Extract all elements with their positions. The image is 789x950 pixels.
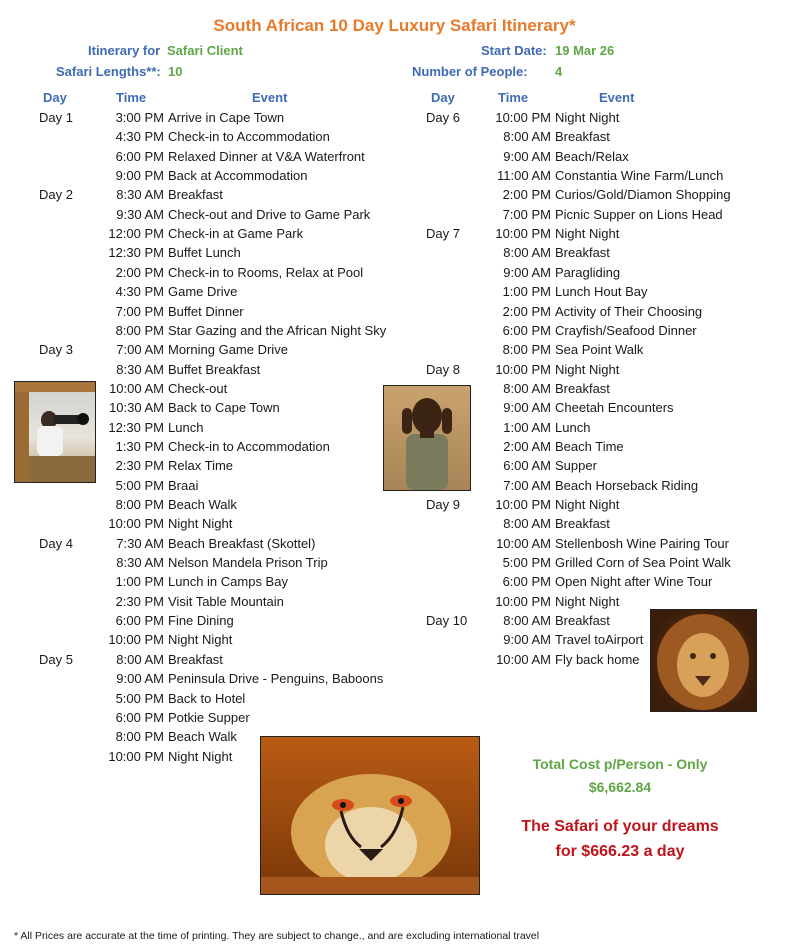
time-cell: 6:00 PM [502, 322, 551, 338]
time-cell: 9:00 AM [503, 148, 551, 164]
right-day-header: Day [431, 90, 455, 105]
event-cell: Night Night [555, 497, 620, 512]
time-cell: 10:00 PM [495, 361, 551, 377]
table-row [0, 321, 789, 340]
event-cell: Star Gazing and the African Night Sky [168, 322, 387, 338]
time-cell: 7:00 PM [502, 206, 551, 222]
time-cell: 7:00 AM [116, 342, 164, 358]
table-row [0, 282, 789, 301]
event-cell: Night Night [168, 748, 233, 764]
time-cell: 9:00 AM [503, 400, 551, 416]
promo-line-2: for $666.23 a day [555, 843, 685, 860]
event-cell: Morning Game Drive [168, 342, 288, 358]
event-cell: Back to Hotel [168, 690, 246, 706]
event-cell: Fine Dining [168, 613, 234, 629]
time-cell: 6:00 AM [503, 458, 551, 474]
event-cell: Relax Time [168, 458, 234, 474]
event-cell: Lunch [555, 419, 591, 435]
table-row [0, 360, 789, 379]
event-cell: Night Night [555, 361, 620, 377]
event-cell: Picnic Supper on Lions Head [555, 206, 723, 222]
table-row [0, 147, 789, 166]
time-cell: 8:00 PM [115, 322, 164, 338]
table-row [0, 108, 789, 127]
day-cell: Day 8 [426, 361, 460, 377]
event-cell: Arrive in Cape Town [168, 110, 285, 125]
event-cell: Travel toAirport [555, 632, 644, 648]
table-row [0, 514, 789, 533]
event-cell: Night Night [555, 593, 620, 609]
time-cell: 9:00 AM [116, 671, 164, 687]
time-cell: 9:30 AM [116, 206, 164, 222]
start-date-value: 19 Mar 26 [555, 43, 615, 58]
event-cell: Beach Time [555, 438, 624, 454]
time-cell: 3:00 PM [115, 110, 164, 125]
left-event-header: Event [252, 90, 288, 105]
time-cell: 4:30 PM [115, 129, 164, 145]
event-cell: Night Night [168, 632, 233, 648]
event-cell: Breakfast [168, 187, 223, 203]
event-cell: Constantia Wine Farm/Lunch [555, 168, 724, 184]
time-cell: 8:30 AM [116, 361, 164, 377]
time-cell: 2:00 PM [502, 303, 551, 319]
event-cell: Stellenbosh Wine Pairing Tour [555, 535, 729, 551]
time-cell: 11:00 AM [497, 168, 551, 184]
event-cell: Night Night [555, 110, 620, 125]
event-cell: Breakfast [555, 129, 610, 145]
right-event-header: Event [599, 90, 635, 105]
table-row [0, 205, 789, 224]
time-cell: 1:00 PM [115, 574, 164, 590]
time-cell: 7:00 AM [503, 477, 551, 493]
time-cell: 6:00 PM [115, 709, 164, 725]
day-cell: Day 5 [39, 651, 73, 667]
table-row [0, 243, 789, 262]
event-cell: Relaxed Dinner at V&A Waterfront [168, 148, 365, 164]
table-row [0, 534, 789, 553]
day-cell: Day 10 [426, 613, 468, 629]
time-cell: 8:00 AM [116, 651, 164, 667]
time-cell: 5:00 PM [115, 477, 164, 493]
start-date-label: Start Date: [481, 43, 547, 58]
time-cell: 12:30 PM [108, 245, 164, 261]
event-cell: Check-in to Accommodation [168, 129, 330, 145]
table-row [0, 495, 789, 514]
event-cell: Buffet Lunch [168, 245, 241, 261]
page-title: South African 10 Day Luxury Safari Itinerary* [213, 16, 576, 35]
time-cell: 6:00 PM [115, 613, 164, 629]
event-cell: Braai [168, 477, 199, 493]
event-cell: Breakfast [555, 516, 610, 532]
time-cell: 4:30 PM [115, 284, 164, 300]
day-cell: Day 9 [426, 497, 460, 512]
time-cell: 2:00 PM [115, 264, 164, 280]
time-cell: 1:00 PM [502, 284, 551, 300]
event-cell: Paragliding [555, 264, 621, 280]
time-cell: 10:00 PM [495, 226, 551, 242]
footnote: * All Prices are accurate at the time of printing. They are subject to change., and are excluding international travel [14, 930, 540, 942]
table-row [0, 127, 789, 146]
event-cell: Beach/Relax [555, 148, 629, 164]
event-cell: Cheetah Encounters [555, 400, 674, 416]
time-cell: 1:30 PM [115, 438, 164, 454]
time-cell: 7:30 AM [116, 535, 164, 551]
table-row [0, 340, 789, 359]
total-cost-label: Total Cost p/Person - Only [532, 756, 708, 772]
time-cell: 8:00 AM [503, 245, 551, 261]
event-cell: Sea Point Walk [555, 342, 644, 358]
time-cell: 10:00 AM [109, 380, 164, 396]
time-cell: 8:00 PM [502, 342, 551, 358]
event-cell: Lunch [168, 419, 204, 435]
table-row [0, 592, 789, 611]
time-cell: 6:00 PM [115, 148, 164, 164]
table-row [0, 166, 789, 185]
event-cell: Check-out and Drive to Game Park [168, 206, 371, 222]
time-cell: 10:00 PM [108, 632, 164, 648]
time-cell: 12:00 PM [108, 226, 164, 242]
total-cost-value: $6,662.84 [588, 779, 652, 795]
event-cell: Fly back home [555, 651, 640, 667]
event-cell: Back at Accommodation [168, 168, 308, 184]
event-cell: Activity of Their Choosing [555, 303, 703, 319]
lion-photo [650, 609, 757, 712]
left-day-header: Day [43, 90, 67, 105]
event-cell: Grilled Corn of Sea Point Walk [555, 555, 731, 571]
time-cell: 2:30 PM [115, 458, 164, 474]
time-cell: 9:00 AM [503, 264, 551, 280]
table-row [0, 302, 789, 321]
event-cell: Breakfast [168, 651, 223, 667]
event-cell: Check-in at Game Park [168, 226, 304, 242]
time-cell: 8:00 PM [115, 497, 164, 512]
day-cell: Day 3 [39, 342, 73, 358]
time-cell: 1:00 AM [503, 419, 551, 435]
event-cell: Breakfast [555, 613, 610, 629]
table-row [0, 185, 789, 204]
event-cell: Beach Walk [168, 729, 237, 745]
time-cell: 7:00 PM [115, 303, 164, 319]
table-row [0, 224, 789, 243]
time-cell: 2:00 AM [503, 438, 551, 454]
event-cell: Beach Breakfast (Skottel) [168, 535, 316, 551]
time-cell: 8:30 AM [116, 187, 164, 203]
event-cell: Nelson Mandela Prison Trip [168, 555, 328, 571]
event-cell: Open Night after Wine Tour [555, 574, 713, 590]
left-time-header: Time [116, 90, 147, 105]
day-cell: Day 4 [39, 535, 73, 551]
event-cell: Curios/Gold/Diamon Shopping [555, 187, 731, 203]
event-cell: Supper [555, 458, 597, 474]
event-cell: Potkie Supper [168, 709, 250, 725]
time-cell: 2:30 PM [115, 593, 164, 609]
event-cell: Check-in to Accommodation [168, 438, 330, 454]
people-value: 4 [555, 64, 563, 79]
table-row [0, 572, 789, 591]
people-label: Number of People: [412, 64, 528, 79]
event-cell: Peninsula Drive - Penguins, Baboons [168, 671, 384, 687]
time-cell: 5:00 PM [502, 555, 551, 571]
time-cell: 8:00 PM [115, 729, 164, 745]
event-cell: Breakfast [555, 380, 610, 396]
time-cell: 8:00 AM [503, 380, 551, 396]
event-cell: Night Night [555, 226, 620, 242]
time-cell: 8:00 AM [503, 613, 551, 629]
event-cell: Night Night [168, 516, 233, 532]
table-row [0, 553, 789, 572]
time-cell: 10:30 AM [109, 400, 164, 416]
day-cell: Day 1 [39, 110, 73, 125]
event-cell: Visit Table Mountain [168, 593, 284, 609]
time-cell: 10:00 PM [495, 497, 551, 512]
itinerary-value: Safari Client [167, 43, 243, 58]
promo-line-1: The Safari of your dreams [521, 818, 719, 835]
time-cell: 10:00 PM [108, 748, 164, 764]
time-cell: 9:00 PM [115, 168, 164, 184]
event-cell: Beach Walk [168, 497, 237, 512]
safari-lengths-value: 10 [168, 64, 183, 79]
time-cell: 9:00 AM [503, 632, 551, 648]
day-cell: Day 7 [426, 226, 460, 242]
cheetah-photo [260, 736, 480, 895]
time-cell: 10:00 PM [495, 593, 551, 609]
time-cell: 5:00 PM [115, 690, 164, 706]
time-cell: 8:00 AM [503, 129, 551, 145]
time-cell: 10:00 PM [108, 516, 164, 532]
event-cell: Lunch in Camps Bay [168, 574, 288, 590]
event-cell: Check-in to Rooms, Relax at Pool [168, 264, 364, 280]
right-time-header: Time [498, 90, 529, 105]
event-cell: Buffet Breakfast [168, 361, 261, 377]
day-cell: Day 2 [39, 187, 73, 203]
event-cell: Beach Horseback Riding [555, 477, 699, 493]
time-cell: 2:00 PM [502, 187, 551, 203]
time-cell: 10:00 PM [495, 110, 551, 125]
photographer-photo [14, 381, 96, 483]
event-cell: Game Drive [168, 284, 238, 300]
event-cell: Breakfast [555, 245, 610, 261]
time-cell: 8:00 AM [503, 516, 551, 532]
time-cell: 10:00 AM [496, 651, 551, 667]
event-cell: Lunch Hout Bay [555, 284, 648, 300]
time-cell: 6:00 PM [502, 574, 551, 590]
event-cell: Check-out [168, 380, 228, 396]
event-cell: Buffet Dinner [168, 303, 244, 319]
time-cell: 8:30 AM [116, 555, 164, 571]
day-cell: Day 6 [426, 110, 460, 125]
child-photo [383, 385, 471, 491]
table-row [0, 263, 789, 282]
time-cell: 10:00 AM [496, 535, 551, 551]
itinerary-label: Itinerary for [88, 43, 161, 58]
safari-lengths-label: Safari Lengths**: [56, 64, 161, 79]
event-cell: Crayfish/Seafood Dinner [555, 322, 697, 338]
time-cell: 12:30 PM [108, 419, 164, 435]
event-cell: Back to Cape Town [168, 400, 280, 416]
